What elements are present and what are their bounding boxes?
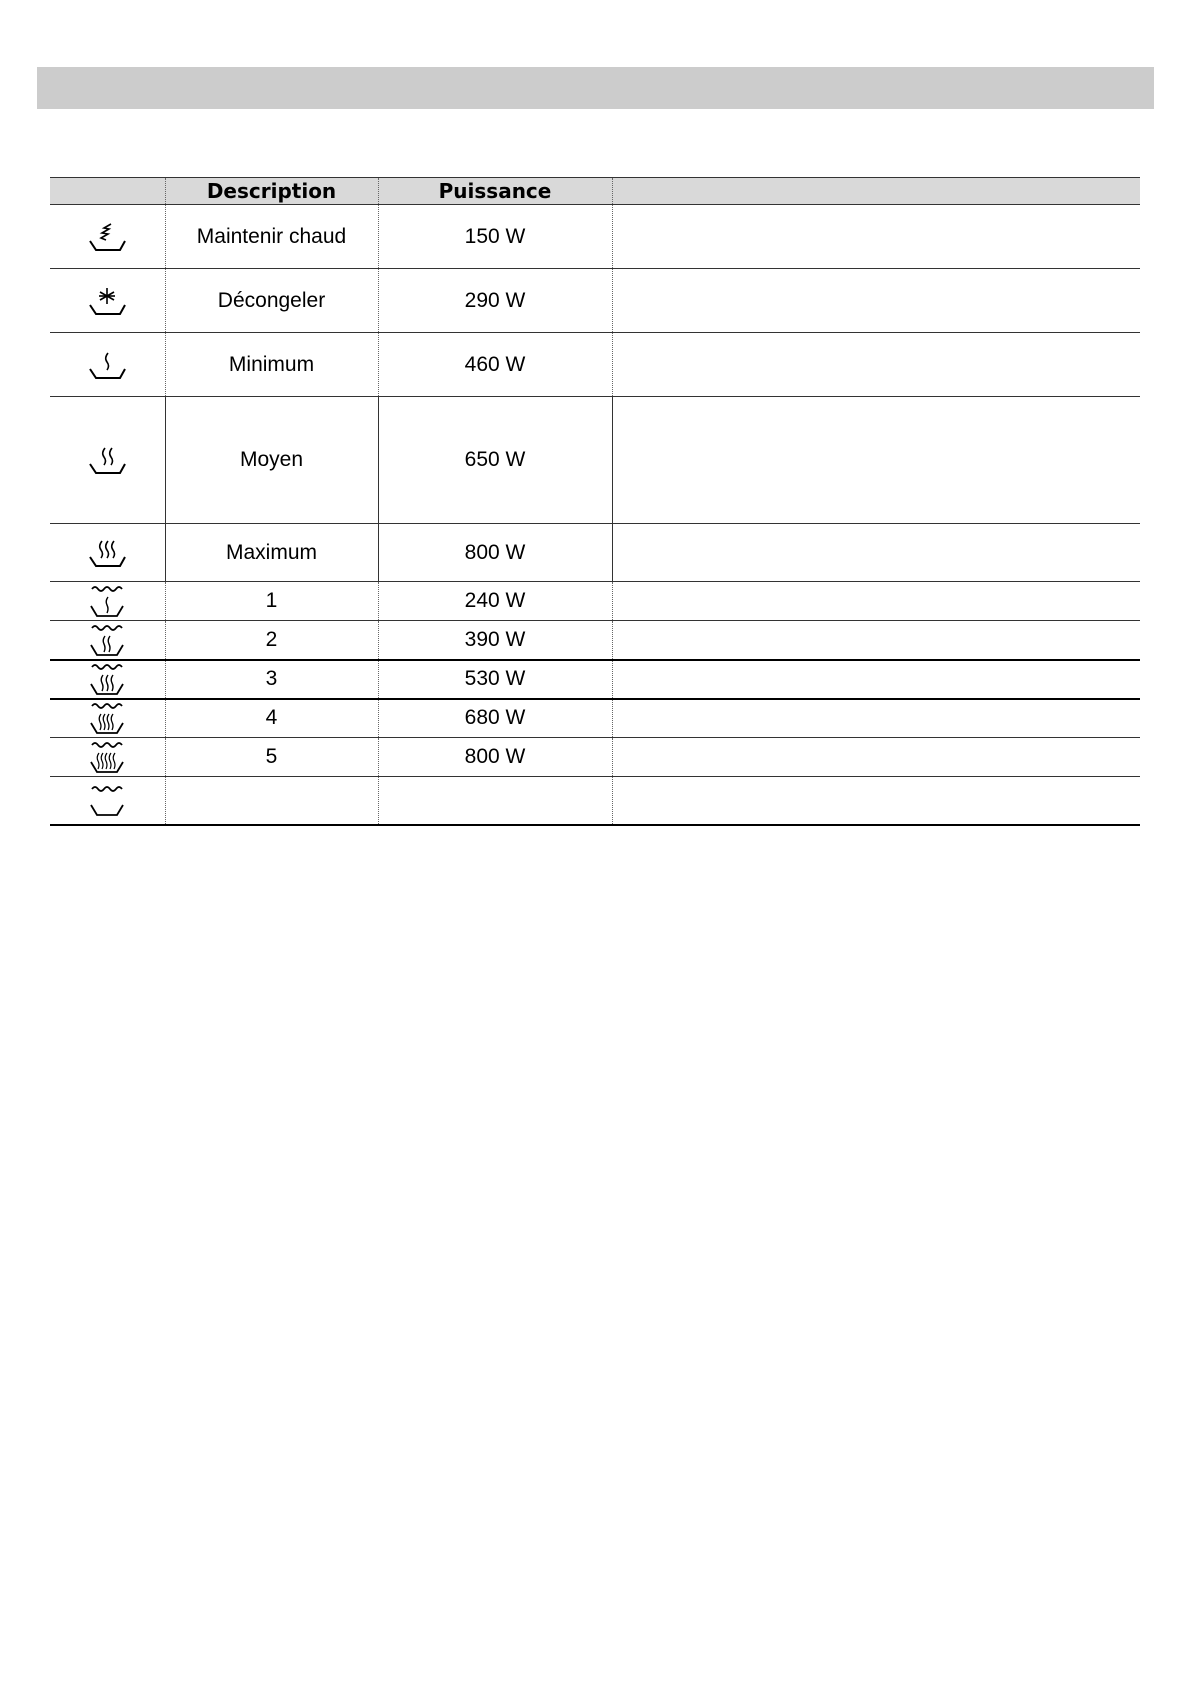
table-row (50, 738, 1140, 777)
table-row (50, 397, 1140, 524)
table-row (50, 333, 1140, 397)
row-note (612, 269, 1140, 333)
row-power: 680 W (378, 699, 612, 738)
row-power: 390 W (378, 621, 612, 660)
row-description: 3 (165, 660, 378, 699)
row-description (165, 777, 378, 825)
header-icon-cell (50, 178, 165, 205)
defrost-icon (50, 269, 165, 333)
row-description: 4 (165, 699, 378, 738)
section-header-bar (37, 67, 1154, 109)
row-note (612, 333, 1140, 397)
row-note (612, 660, 1140, 699)
row-note (612, 777, 1140, 825)
grill-combi-1-icon (50, 582, 165, 621)
table-header-row (50, 178, 1140, 205)
header-description: Description (165, 178, 378, 205)
row-power: 460 W (378, 333, 612, 397)
row-power: 290 W (378, 269, 612, 333)
row-note (612, 621, 1140, 660)
row-description: 2 (165, 621, 378, 660)
table-row (50, 699, 1140, 738)
row-note (612, 397, 1140, 524)
row-power (378, 777, 612, 825)
row-description: Décongeler (165, 269, 378, 333)
grill-only-icon (50, 777, 165, 825)
table-row (50, 777, 1140, 825)
row-description: Maximum (165, 524, 378, 582)
keep-warm-icon (50, 205, 165, 269)
row-power: 800 W (378, 738, 612, 777)
row-description: Minimum (165, 333, 378, 397)
steam-medium-icon (50, 397, 165, 524)
grill-combi-2-icon (50, 621, 165, 660)
table-row (50, 582, 1140, 621)
row-note (612, 582, 1140, 621)
row-description: Maintenir chaud (165, 205, 378, 269)
row-note (612, 524, 1140, 582)
grill-combi-5-icon (50, 738, 165, 777)
header-note (612, 178, 1140, 205)
row-description: Moyen (165, 397, 378, 524)
steam-high-icon (50, 524, 165, 582)
row-description: 5 (165, 738, 378, 777)
grill-combi-3-icon (50, 660, 165, 699)
row-power: 150 W (378, 205, 612, 269)
header-power: Puissance (378, 178, 612, 205)
row-description: 1 (165, 582, 378, 621)
table-row (50, 524, 1140, 582)
row-power: 800 W (378, 524, 612, 582)
row-note (612, 699, 1140, 738)
row-note (612, 738, 1140, 777)
grill-combi-4-icon (50, 699, 165, 738)
table-row (50, 269, 1140, 333)
table-row (50, 205, 1140, 269)
row-power: 530 W (378, 660, 612, 699)
row-power: 650 W (378, 397, 612, 524)
table-row (50, 660, 1140, 699)
row-note (612, 205, 1140, 269)
row-power: 240 W (378, 582, 612, 621)
table-row (50, 621, 1140, 660)
power-levels-table (50, 177, 1140, 826)
steam-low-icon (50, 333, 165, 397)
